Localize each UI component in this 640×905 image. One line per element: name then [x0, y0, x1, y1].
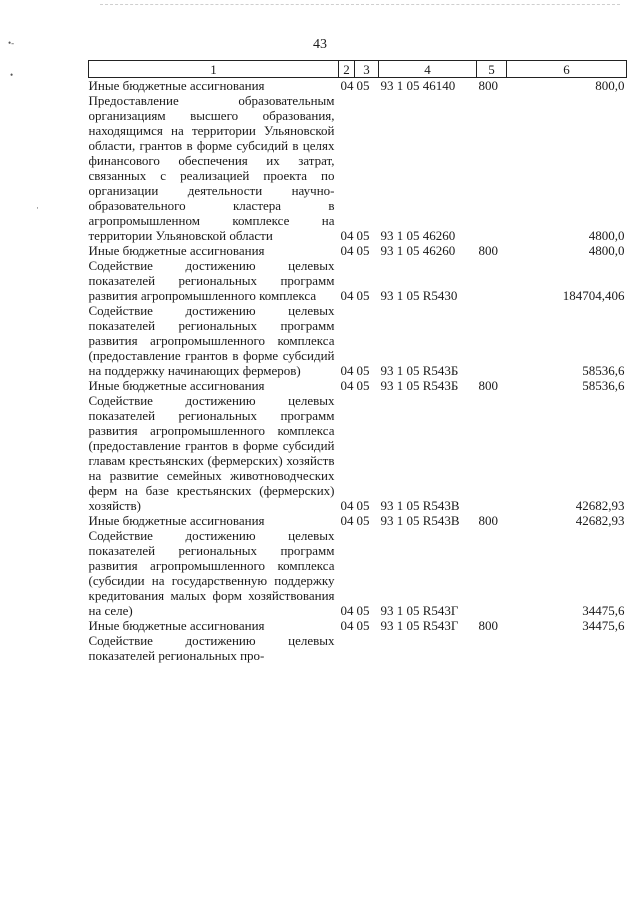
row-target-code	[379, 633, 477, 663]
table-row	[89, 78, 627, 94]
row-target-code: 93 1 05 46140	[380, 78, 456, 93]
row-code-2: 04	[340, 618, 354, 633]
table-row	[89, 393, 627, 513]
row-name: Содействие достижению целевых показателей региональных программ развития агропромышленного комплекса	[88, 258, 335, 303]
header-col-3: 3	[355, 61, 379, 78]
row-code-3: 05	[356, 378, 370, 393]
row-amount: 4800,0	[588, 243, 625, 258]
row-name: Содействие достижению целевых показателей региональных программ развития агропромышленного комплекса (предоставление грантов в форме субсидий главам крестьянских (фермерских) хозяйств на развитие семейных животноводческих ферм на базе крестьянских (фермерских) хозяйств)	[88, 393, 335, 513]
row-target-code: 93 1 05 46260	[380, 228, 456, 243]
row-expense-type	[477, 93, 507, 243]
row-code-2	[339, 633, 355, 663]
row-target-code: 93 1 05 R543Б	[380, 378, 459, 393]
row-name: Предоставление образовательным организациям высшего образования, находящимся на территории Ульяновской области, грантов в форме субсидий в целях финансового обеспечения их затрат, связанных с реализацией проекта по организации деятельности научно-образовательного кластера в агропромышленном комплексе на территории Ульяновской области	[88, 93, 335, 243]
table-row	[89, 93, 627, 243]
row-target-code: 93 1 05 R543Б	[380, 363, 459, 378]
row-name: Иные бюджетные ассигнования	[88, 243, 265, 258]
row-amount	[507, 633, 627, 663]
table-row	[89, 303, 627, 378]
scan-mark: •‐	[8, 38, 15, 48]
header-col-6: 6	[507, 61, 627, 78]
scan-mark: ·	[36, 203, 39, 213]
row-code-2: 04	[340, 243, 354, 258]
row-code-3: 05	[356, 603, 370, 618]
row-target-code: 93 1 05 R543В	[380, 498, 460, 513]
row-code-2: 04	[340, 513, 354, 528]
page-number: 43	[313, 37, 327, 52]
row-name: Содействие достижению целевых показателей региональных программ развития агропромышленного комплекса (субсидии на государственную поддержку кредитования малых форм хозяйствования на селе)	[88, 528, 335, 618]
row-amount: 58536,6	[582, 378, 625, 393]
row-target-code: 93 1 05 R5430	[380, 288, 458, 303]
table-row	[89, 378, 627, 393]
row-amount: 4800,0	[588, 228, 625, 243]
row-code-3: 05	[356, 288, 370, 303]
row-code-3: 05	[356, 513, 370, 528]
row-name: Содействие достижению целевых показателей региональных про-	[88, 633, 335, 663]
row-code-3: 05	[356, 243, 370, 258]
scan-edge-line	[100, 4, 620, 5]
row-expense-type	[477, 393, 507, 513]
row-target-code: 93 1 05 46260	[380, 243, 456, 258]
row-target-code: 93 1 05 R543Г	[380, 618, 459, 633]
header-col-4: 4	[379, 61, 477, 78]
row-code-3: 05	[356, 78, 370, 93]
row-name: Содействие достижению целевых показателей региональных программ развития агропромышленного комплекса (предоставление грантов в форме субсидий на поддержку начинающих фермеров)	[88, 303, 335, 378]
header-col-2: 2	[339, 61, 355, 78]
table-row	[89, 243, 627, 258]
row-code-2: 04	[340, 378, 354, 393]
row-code-2: 04	[340, 603, 354, 618]
header-col-1: 1	[89, 61, 339, 78]
row-amount: 34475,6	[582, 618, 625, 633]
row-name: Иные бюджетные ассигнования	[88, 618, 265, 633]
row-target-code: 93 1 05 R543Г	[380, 603, 459, 618]
budget-table	[88, 60, 627, 663]
row-code-2: 04	[340, 288, 354, 303]
row-expense-type	[477, 528, 507, 618]
row-code-3: 05	[356, 618, 370, 633]
row-expense-type	[477, 303, 507, 378]
row-code-2: 04	[340, 363, 354, 378]
row-expense-type: 800	[478, 243, 498, 258]
row-name: Иные бюджетные ассигнования	[88, 513, 265, 528]
table-row	[89, 258, 627, 303]
header-col-5: 5	[477, 61, 507, 78]
row-amount: 184704,406	[562, 288, 625, 303]
row-code-3: 05	[356, 363, 370, 378]
row-amount: 42682,93	[575, 498, 625, 513]
row-code-3	[355, 633, 379, 663]
row-code-3: 05	[356, 228, 370, 243]
row-expense-type: 800	[478, 513, 498, 528]
table-row	[89, 513, 627, 528]
table-row	[89, 633, 627, 663]
table-body	[89, 78, 627, 664]
row-amount: 800,0	[595, 78, 625, 93]
row-expense-type	[477, 633, 507, 663]
table-row	[89, 618, 627, 633]
row-expense-type: 800	[478, 378, 498, 393]
row-code-3: 05	[356, 498, 370, 513]
row-code-2: 04	[340, 498, 354, 513]
row-code-2: 04	[340, 228, 354, 243]
row-amount: 34475,6	[582, 603, 625, 618]
row-expense-type: 800	[478, 618, 498, 633]
table-header	[89, 61, 627, 78]
row-code-2: 04	[340, 78, 354, 93]
row-expense-type: 800	[478, 78, 498, 93]
table-row	[89, 528, 627, 618]
row-amount: 42682,93	[575, 513, 625, 528]
row-amount: 58536,6	[582, 363, 625, 378]
row-expense-type	[477, 258, 507, 303]
row-name: Иные бюджетные ассигнования	[88, 78, 265, 93]
row-name: Иные бюджетные ассигнования	[88, 378, 265, 393]
row-target-code: 93 1 05 R543В	[380, 513, 460, 528]
scan-mark: •	[10, 70, 14, 80]
